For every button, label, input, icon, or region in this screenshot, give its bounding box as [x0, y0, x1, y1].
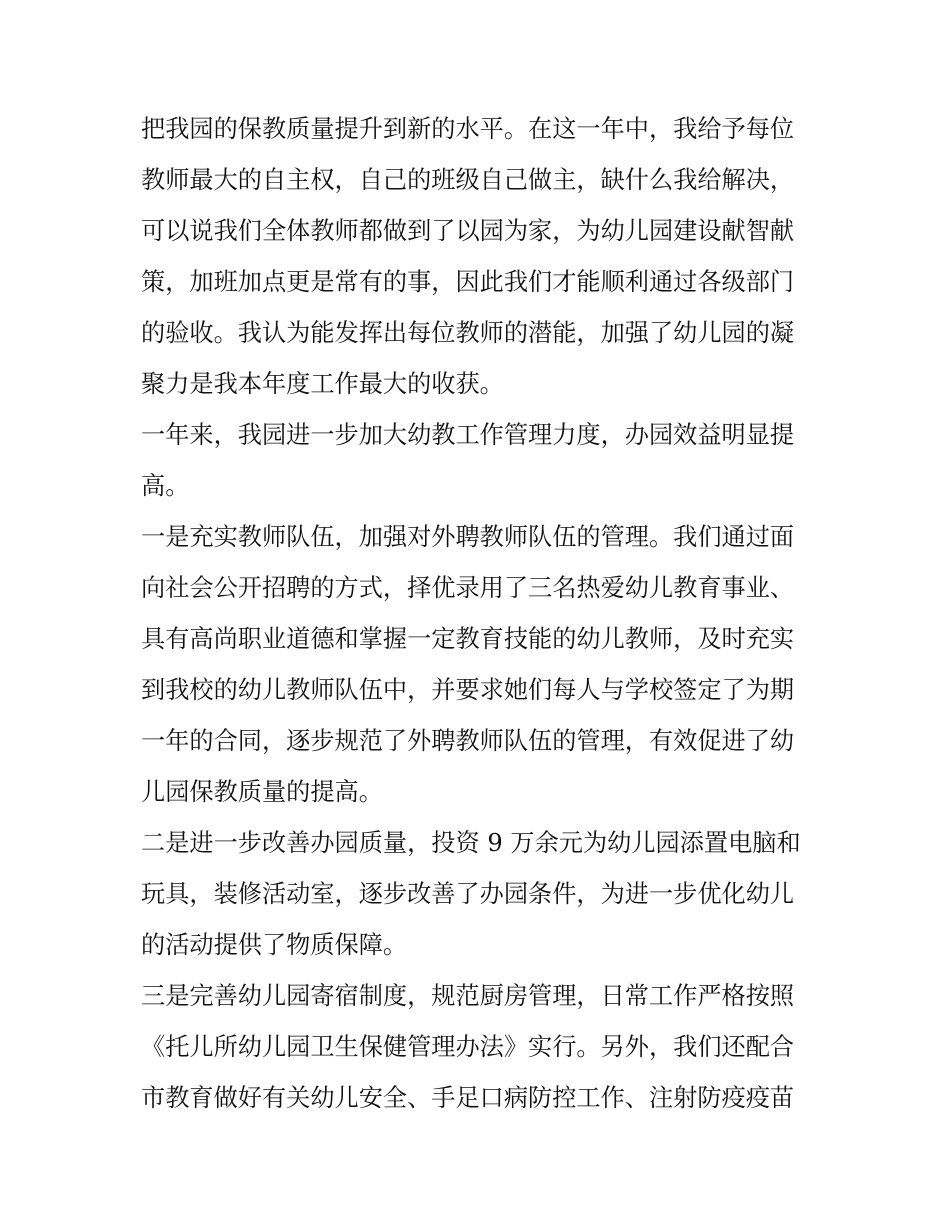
text-line: 聚力是我本年度工作最大的收获。 — [141, 370, 504, 398]
text-line: 教师最大的自主权，自己的班级自己做主，缺什么我给解决， — [141, 166, 795, 194]
text-line: 策，加班加点更是常有的事，因此我们才能顺利通过各级部门 — [141, 268, 795, 296]
text-line: 三是完善幼儿园寄宿制度，规范厨房管理，日常工作严格按照 — [141, 982, 795, 1010]
text-line: 一年来，我园进一步加大幼教工作管理力度，办园效益明显提 — [141, 421, 795, 449]
text-line: 一年的合同，逐步规范了外聘教师队伍的管理，有效促进了幼 — [141, 727, 795, 755]
document-body — [141, 104, 821, 1124]
text-line: 把我园的保教质量提升到新的水平。在这一年中，我给予每位 — [141, 115, 795, 143]
text-line: 向社会公开招聘的方式，择优录用了三名热爱幼儿教育事业、 — [141, 574, 795, 602]
text-line: 二是进一步改善办园质量，投资 9 万余元为幼儿园添置电脑和 — [141, 829, 801, 857]
text-line: 具有高尚职业道德和掌握一定教育技能的幼儿教师，及时充实 — [141, 625, 795, 653]
text-line: 玩具，装修活动室，逐步改善了办园条件，为进一步优化幼儿 — [141, 880, 795, 908]
text-line: 儿园保教质量的提高。 — [141, 778, 383, 806]
text-line: 到我校的幼儿教师队伍中，并要求她们每人与学校签定了为期 — [141, 676, 795, 704]
text-line: 高。 — [141, 472, 190, 500]
text-line: 市教育做好有关幼儿安全、手足口病防控工作、注射防疫疫苗 — [141, 1084, 795, 1112]
text-line: 可以说我们全体教师都做到了以园为家，为幼儿园建设献智献 — [141, 217, 795, 245]
text-line: 的验收。我认为能发挥出每位教师的潜能，加强了幼儿园的凝 — [141, 319, 795, 347]
text-line: 一是充实教师队伍，加强对外聘教师队伍的管理。我们通过面 — [141, 523, 795, 551]
text-line: 的活动提供了物质保障。 — [141, 931, 408, 959]
text-line: 《托儿所幼儿园卫生保健管理办法》实行。另外，我们还配合 — [141, 1033, 795, 1061]
